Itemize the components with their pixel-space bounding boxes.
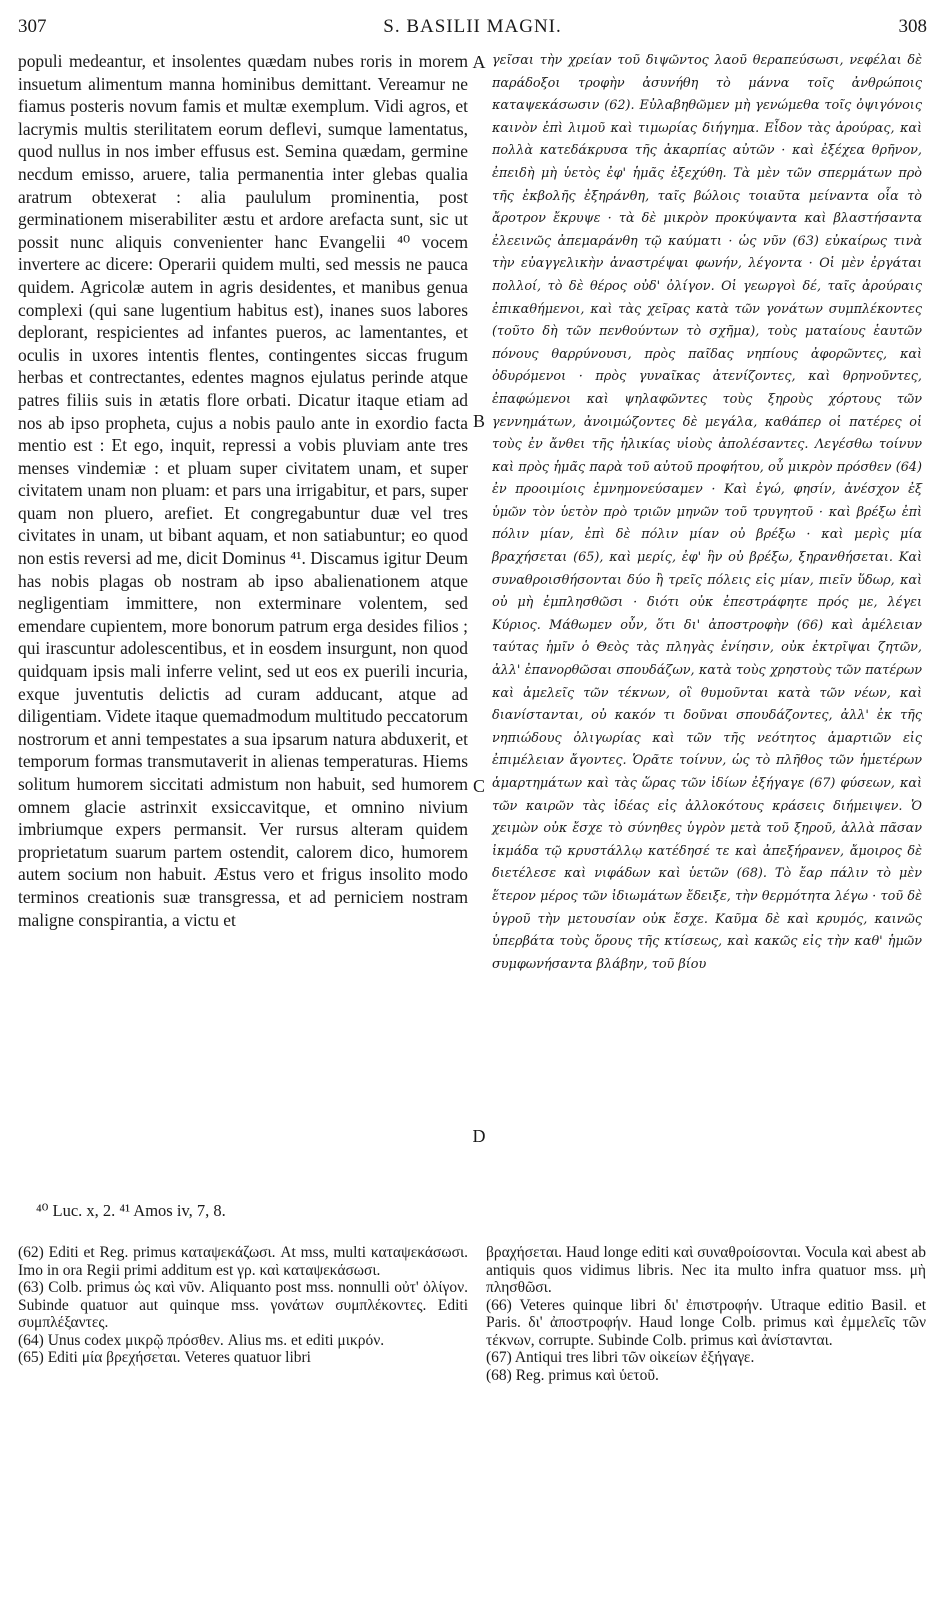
latin-text: populi medeantur, et insolentes quædam nubes roris in morem insuetum alimentum manna hominibus demittant. Vereamur ne fiamus posteris novum famis et multæ exemplum. Vidi agros, et lacrymis multis sterilitatem eorum deflevi, sumque lamentatus, quod nullus in nos imber effusus est. Semina quædam, germine necdum emisso, aruere, talia permanentia inter glebas qualia aratrum obtexerat : alia paululum prominentia, post germinationem miserabiliter æstu et ardore arefacta sunt, sic ut possit nunc aliquis convenienter hanc Evangelii ⁴⁰ vocem invertere ac dicere: Operarii quidem multi, sed messis ne pauca quidem. Agricolæ autem in agris desidentes, et manibus genua complexi (qui sane lugentium habitus est), inanes suos labores deplorant, respicientes ad infantes pueros, ac lamentantes, et oculis in uxores intentis flentes, contingentes siccas frugum herbas et contrectantes, edentes magnos ejulatus perinde atque patres filiis suis in ætatis flore orbati. Dicatur itaque etiam ad nos ab ipso propheta, cujus a nobis paulo ante in exordio facta mentio est : Et ego, inquit, repressi a vobis pluviam ante tres menses vindemiæ : et pluam super civitatem unam, et super civitatem unam non pluam: et pars una irrigabitur, et pars, super quam non pluero, arefiet. Et congregabuntur duæ vel tres civitates in unam, ut bibant aquam, et non satiabuntur; eo quod non estis reversi ad me, dicit Dominus ⁴¹. Discamus igitur Deum has nobis plagas ob nostram ab ipso abalienationem atque negligentiam immittere, non exterminare volentem, sed emendare cupientem, more bonorum patrum erga desides filios ; qui irascuntur adolescentibus, et in eosdem insurgunt, non quod quidquam ipsis mali inferre velint, sed ut eos ex puerili incuria, exque juventutis delictis ad curam adducant, atque ad diligentiam. Videte itaque quemadmodum multitudo peccatorum nostrorum et anni tempestates a sua ipsarum natura abduxerit, et temporum formas transmutaverit in alienas temperaturas. Hiems solitum humorem siccitati admistum non habuit, sed humorem omnem glacie astrinxit exsiccavitque, et omnino nivium imbriumque expers permansit. Ver rursus alteram quidem proprietatum suarum partem ostendit, calorem dico, humorem autem socium non habuit. Æstus vero et frigus insolito modo terminos creationis suæ transgressa, et ad perniciem nostram maligne conspirantia, a victu et bbox=[18, 51, 468, 930]
footnote-64: (64) Unus codex μικρῷ πρόσθεν. Alius ms. et editi μικρόν. bbox=[18, 1331, 385, 1349]
page-number-right: 308 bbox=[898, 16, 927, 37]
running-title: S. BASILII MAGNI. bbox=[383, 16, 562, 37]
footnotes-left bbox=[18, 1244, 468, 1367]
footnote-65: (65) Editi μία βρεχήσεται. Veteres quatuor libri bbox=[18, 1349, 311, 1366]
greek-column bbox=[492, 50, 922, 976]
footnote-66: (66) Veteres quinque libri δι' ἐπιστροφήν. Utraque editio Basil. et Paris. δι' ἀποστροφήν. Haud longe Colb. primus καὶ ἐμμελεῖς τῶν τέκνων, corrupte. Subinde Colb. primus καὶ ἀνίστανται. bbox=[486, 1296, 926, 1349]
section-marker-a: A bbox=[472, 52, 486, 72]
footnote-65-continued: βραχήσεται. Haud longe editi καὶ συναθροίσονται. Vocula καὶ abest ab antiquis quos vidimus libris. Nec ita multo infra quatuor mss. μὴ πλησθῶσι. bbox=[486, 1244, 926, 1296]
footnote-68: (68) Reg. primus καὶ ὑετοῦ. bbox=[486, 1366, 659, 1384]
greek-text: γεῖσαι τὴν χρείαν τοῦ διψῶντος λαοῦ θεραπεύσωσι, νεφέλαι δὲ παράδοξοι τροφὴν ἀσυνήθη τὸ μάννα τοῖς ἀνθρώποις καταψεκάσωσιν (62). Εὐλαβηθῶμεν μὴ γενώμεθα τοῖς ὀψιγόνοις καινὸν ἐπὶ λιμοῦ καὶ τιμωρίας διήγημα. Εἶδον τὰς ἀρούρας, καὶ πολλὰ κατεδάκρυσα τῆς ἀκαρπίας αὐτῶν · καὶ ἐξέχεα θρῆνον, ἐπειδὴ μὴ ὑετὸς ἐφ' ἡμᾶς ἐξεχύθη. Τὰ μὲν τῶν σπερμάτων πρὸ τῆς ἐκβολῆς ἐξηράνθη, ταῖς βώλοις τοιαῦτα μείναντα οἷα τὸ ἄροτρον ἔκρυψε · τὰ δὲ μικρὸν προκύψαντα καὶ βλαστήσαντα ἐλεεινῶς ἀπεμαράνθη τῷ καύματι · ὡς νῦν (63) εὐκαίρως τινὰ τὴν εὐαγγελικὴν ἀναστρέψαι φωνήν, λέγοντα · Οἱ μὲν ἐργάται πολλοί, τὸ δὲ θέρος οὐδ' ὀλίγον. Οἱ γεωργοὶ δέ, ταῖς ἀρούραις ἐπικαθήμενοι, καὶ τὰς χεῖρας κατὰ τῶν γονάτων συμπλέκοντες (τοῦτο δὴ τῶν πενθούντων τὸ σχῆμα), τοὺς ματαίους ἑαυτῶν πόνους θαρρύνουσι, πρὸς παῖδας νηπίους ἀφορῶντες, καὶ ὀδυρόμενοι · πρὸς γυναῖκας ἀτενίζοντες, καὶ θρηνοῦντες, ἐπαφώμενοι καὶ ψηλαφῶντες τοὺς ξηροὺς χόρτους τῶν γεννημάτων, ἀνοιμώζοντες δὲ μεγάλα, καθάπερ οἱ πατέρες οἱ τοὺς ἐν ἄνθει τῆς ἡλικίας υἱοὺς ἀπολέσαντες. Λεγέσθω τοίνυν καὶ πρὸς ἡμᾶς παρὰ τοῦ αὐτοῦ προφήτου, οὗ μικρὸν πρόσθεν (64) ἐν προοιμίοις ἐμνημονεύσαμεν · Καὶ ἐγώ, φησίν, ἀνέσχον ἐξ ὑμῶν τὸν ὑετὸν πρὸ τριῶν μηνῶν τοῦ τρυγητοῦ · καὶ βρέξω ἐπὶ πόλιν μίαν, ἐπὶ δὲ πόλιν μίαν οὐ βρέξω · καὶ μερὶς μία βραχήσεται (65), καὶ μερίς, ἐφ' ἣν οὐ βρέξω, ξηρανθήσεται. Καὶ συναθροισθήσονται δύο ἢ τρεῖς πόλεις εἰς μίαν, πιεῖν ὕδωρ, καὶ οὐ μὴ ἐμπλησθῶσι · διότι οὐκ ἐπεστράφητε πρός με, λέγει Κύριος. Μάθωμεν οὖν, ὅτι δι' ἀποστροφὴν (66) καὶ ἀμέλειαν ταύτας ἡμῖν ὁ Θεὸς τὰς πληγὰς ἐνίησιν, οὐκ ἐκτρῖψαι ζητῶν, ἀλλ' ἐπανορθῶσαι σπουδάζων, κατὰ τοὺς χρηστοὺς τῶν πατέρων καὶ ἀμελεῖς τῶν τέκνων, οἳ θυμοῦνται κατὰ τῶν νέων, καὶ διανίστανται, οὐ κακόν τι δοῦναι σπουδάζοντες, ἀλλ' ἐκ τῆς νηπιώδους ὀλιγωρίας καὶ τῶν τῆς νεότητος ἁμαρτιῶν εἰς ἐπιμέλειαν ἄγοντες. Ὁρᾶτε τοίνυν, ὡς τὸ πλῆθος τῶν ἡμετέρων ἁμαρτημάτων καὶ τὰς ὥρας τῶν ἰδίων ἐξήγαγε (67) φύσεων, καὶ τῶν καιρῶν τὰς ἰδέας εἰς ἀλλοκότους κράσεις διήμειψεν. Ὁ χειμὼν οὐκ ἔσχε τὸ σύνηθες ὑγρὸν μετὰ τοῦ ξηροῦ, ἀλλὰ πᾶσαν ἰκμάδα τῷ κρυστάλλῳ κατέδησέ τε καὶ ἀπεξήρανεν, ἄμοιρος δὲ διετέλεσε καὶ νιφάδων καὶ ὑετῶν (68). Τὸ ἔαρ πάλιν τὸ μὲν ἕτερον μέρος τῶν ἰδιωμάτων ἔδειξε, τὴν θερμότητα λέγω · τοῦ δὲ ὑγροῦ τὴν μετουσίαν οὐκ ἔσχε. Καῦμα δὲ καὶ κρυμός, καινῶς ὑπερβάτα τοὺς ὅρους τῆς κτίσεως, καὶ κακῶς εἰς τὴν καθ' ἡμῶν συμφωνήσαντα βλάβην, τοῦ βίου bbox=[492, 53, 922, 972]
footnote-62: (62) Editi et Reg. primus καταψεκάζωσι. At mss, multi καταψεκάσωσι. Imo in ora Regii primi additum est γρ. καὶ καταψεκάσωσι. bbox=[18, 1244, 468, 1279]
latin-column bbox=[18, 50, 468, 931]
section-marker-c: C bbox=[472, 776, 485, 796]
section-marker-b: B bbox=[472, 411, 485, 431]
footnote-67: (67) Antiqui tres libri τῶν οἰκείων ἐξήγαγε. bbox=[486, 1349, 755, 1366]
footnote-63: (63) Colb. primus ὡς καὶ νῦν. Aliquanto post mss. nonnulli οὐτ' ὀλίγον. Subinde quatuor aut quinque mss. γονάτων συμπλέκοντες. Editi συμπλέξαντες. bbox=[18, 1279, 468, 1331]
page-header bbox=[18, 16, 927, 42]
section-marker-d: D bbox=[472, 1126, 486, 1146]
page-number-left: 307 bbox=[18, 16, 47, 37]
scripture-references: ⁴⁰ Luc. x, 2. ⁴¹ Amos iv, 7, 8. bbox=[36, 1201, 226, 1220]
footnotes-right bbox=[486, 1244, 926, 1384]
